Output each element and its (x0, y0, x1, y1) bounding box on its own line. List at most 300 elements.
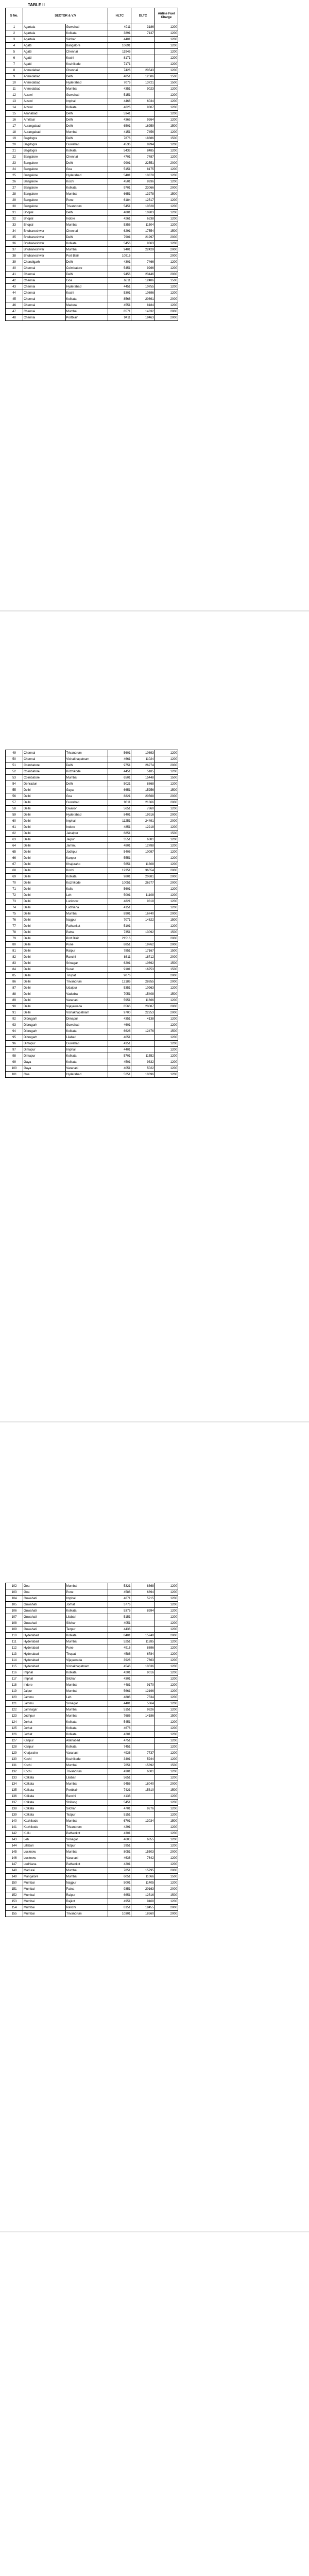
table-row (6, 148, 178, 154)
cell-hltc: 4051 (108, 1035, 131, 1041)
cell-fuel-charge: 2000 (154, 954, 178, 960)
cell-dltc (131, 1725, 154, 1732)
cell-fuel-charge: 2000 (154, 762, 178, 769)
cell-s-no: 120 (6, 1694, 23, 1701)
cell-hltc: 5451 (108, 204, 131, 210)
cell-destination: Delhi (65, 259, 108, 265)
cell-destination: Kochi (65, 179, 108, 185)
cell-origin: Delhi (23, 874, 65, 880)
cell-origin: Bhubaneshwar (23, 228, 65, 234)
cell-destination: Lucknow (65, 899, 108, 905)
cell-dltc: 9626 (131, 1707, 154, 1713)
cell-destination: Mumbai (65, 86, 108, 92)
cell-s-no: 90 (6, 1004, 23, 1010)
cell-dltc: 10097 (131, 849, 154, 855)
cell-origin: Amritsar (23, 117, 65, 123)
cell-s-no: 11 (6, 86, 23, 92)
cell-hltc: 5601 (108, 750, 131, 756)
cell-hltc: 7051 (108, 991, 131, 997)
cell-origin: Delhi (23, 905, 65, 911)
cell-origin: Jodhpur (23, 1713, 65, 1719)
cell-fuel-charge: 1200 (154, 1831, 178, 1837)
cell-hltc: 4351 (108, 1016, 131, 1022)
cell-destination: Pathankot (65, 923, 108, 929)
cell-s-no: 98 (6, 1053, 23, 1059)
cell-origin: Guwahati (23, 1596, 65, 1602)
cell-hltc: 4261 (108, 216, 131, 222)
cell-origin: Chennai (23, 756, 65, 762)
table-row (6, 1004, 178, 1010)
cell-s-no: 89 (6, 997, 23, 1004)
cell-dltc: 15310 (131, 1787, 154, 1793)
cell-hltc: 4603 (108, 1837, 131, 1843)
cell-origin: Jorhat (23, 1732, 65, 1738)
cell-origin: Delhi (23, 861, 65, 868)
cell-dltc: 11308 (131, 861, 154, 868)
table-row (6, 74, 178, 80)
cell-destination: Kozhikode (65, 880, 108, 886)
cell-s-no: 76 (6, 917, 23, 923)
cell-dltc (131, 1719, 154, 1725)
cell-hltc: 9611 (108, 800, 131, 806)
cell-destination: Kolkata (65, 241, 108, 247)
table-row (6, 1022, 178, 1028)
cell-origin: Goa (23, 1072, 65, 1078)
cell-origin: Mangalore (23, 1874, 65, 1880)
cell-origin: Mumbai (23, 1886, 65, 1892)
cell-fuel-charge: 1500 (154, 787, 178, 793)
cell-destination: Tirupati (65, 1651, 108, 1657)
cell-dltc: 10878 (131, 173, 154, 179)
cell-fuel-charge: 1200 (154, 284, 178, 290)
cell-hltc: 4676 (108, 1725, 131, 1732)
cell-hltc: 4636 (108, 1855, 131, 1861)
cell-s-no: 58 (6, 806, 23, 812)
cell-hltc: 4301 (108, 1769, 131, 1775)
cell-destination: Kozhikode (65, 1756, 108, 1762)
cell-origin: Agartala (23, 37, 65, 43)
cell-s-no: 35 (6, 234, 23, 241)
cell-destination: Gaya (65, 787, 108, 793)
cell-s-no: 33 (6, 222, 23, 228)
table-row (6, 302, 178, 309)
cell-destination: Trivandrum (65, 979, 108, 985)
cell-destination: Hyderabad (65, 80, 108, 86)
cell-fuel-charge: 1200 (154, 1880, 178, 1886)
table-row (6, 1880, 178, 1886)
cell-hltc: 4301 (108, 1831, 131, 1837)
cell-dltc (131, 936, 154, 942)
cell-destination: Delhi (65, 74, 108, 80)
cell-s-no: 50 (6, 756, 23, 762)
cell-s-no: 142 (6, 1831, 23, 1837)
cell-dltc: 11285 (131, 1639, 154, 1645)
cell-s-no: 21 (6, 148, 23, 154)
cell-destination: Kolkata (65, 1725, 108, 1732)
cell-s-no: 146 (6, 1855, 23, 1861)
cell-dltc: 18560 (131, 1911, 154, 1917)
cell-s-no: 100 (6, 1065, 23, 1072)
table-row (6, 247, 178, 253)
cell-destination: Jabalpur (65, 831, 108, 837)
cell-s-no: 134 (6, 1781, 23, 1787)
document-page-3 (0, 1424, 309, 2197)
cell-fuel-charge: 1200 (154, 1682, 178, 1688)
cell-fuel-charge: 1200 (154, 117, 178, 123)
cell-fuel-charge: 1500 (154, 1892, 178, 1899)
cell-destination: Kolkata (65, 1744, 108, 1750)
table-row (6, 1911, 178, 1917)
cell-dltc: 9016 (131, 1670, 154, 1676)
cell-s-no: 91 (6, 1010, 23, 1016)
cell-dltc: 8175 (131, 166, 154, 173)
table-row (6, 1059, 178, 1065)
cell-dltc: 26277 (131, 880, 154, 886)
cell-origin: Gaya (23, 1065, 65, 1072)
cell-destination: Dimapur (65, 1016, 108, 1022)
cell-dltc: 6381 (131, 837, 154, 843)
cell-hltc: 7426 (108, 67, 131, 74)
cell-fuel-charge: 1200 (154, 61, 178, 67)
cell-fuel-charge: 2000 (154, 874, 178, 880)
cell-dltc: 19762 (131, 942, 154, 948)
cell-fuel-charge: 1200 (154, 1645, 178, 1651)
cell-origin: Kozhikode (23, 1824, 65, 1831)
cell-hltc: 4551 (108, 302, 131, 309)
table-row (6, 837, 178, 843)
cell-dltc: 14622 (131, 917, 154, 923)
cell-dltc: 10755 (131, 284, 154, 290)
cell-fuel-charge: 1200 (154, 1614, 178, 1620)
cell-dltc: 12517 (131, 197, 154, 204)
cell-origin: Chennai (23, 290, 65, 296)
table-row (6, 1682, 178, 1688)
cell-s-no: 137 (6, 1800, 23, 1806)
cell-destination: Delhi (65, 135, 108, 142)
cell-s-no: 18 (6, 129, 23, 135)
cell-fuel-charge: 1500 (154, 228, 178, 234)
cell-destination: Rajkot (65, 1899, 108, 1905)
cell-fuel-charge: 1200 (154, 1035, 178, 1041)
table-row (6, 750, 178, 756)
cell-origin: Mumbai (23, 1892, 65, 1899)
document-page-2 (0, 613, 309, 1386)
cell-fuel-charge: 1200 (154, 1664, 178, 1670)
table-row (6, 1016, 178, 1022)
cell-s-no: 86 (6, 979, 23, 985)
cell-origin: Chennai (23, 315, 65, 321)
cell-s-no: 97 (6, 1047, 23, 1053)
cell-fuel-charge: 2000 (154, 800, 178, 806)
cell-hltc: 3401 (108, 1756, 131, 1762)
cell-dltc: 11066 (131, 1874, 154, 1880)
cell-dltc: 12516 (131, 1892, 154, 1899)
cell-fuel-charge: 1200 (154, 1072, 178, 1078)
cell-s-no: 102 (6, 1583, 23, 1589)
cell-s-no: 149 (6, 1874, 23, 1880)
cell-s-no: 124 (6, 1719, 23, 1725)
cell-fuel-charge: 1500 (154, 123, 178, 129)
cell-fuel-charge: 1500 (154, 1762, 178, 1769)
cell-fuel-charge: 1200 (154, 1861, 178, 1868)
cell-origin: Bangalore (23, 204, 65, 210)
cell-destination: Goa (65, 793, 108, 800)
cell-origin: Delhi (23, 892, 65, 899)
cell-dltc: 7534 (131, 1694, 154, 1701)
cell-destination: Imphal (65, 818, 108, 824)
cell-dltc: 15795 (131, 1868, 154, 1874)
cell-destination: Kolkata (65, 874, 108, 880)
table-row (6, 1868, 178, 1874)
table-row (6, 1620, 178, 1626)
table-row (6, 1010, 178, 1016)
cell-origin: Kolkata (23, 1781, 65, 1787)
cell-fuel-charge: 1200 (154, 899, 178, 905)
cell-dltc: 10536 (131, 1664, 154, 1670)
cell-dltc (131, 1843, 154, 1849)
cell-hltc: 8151 (108, 1905, 131, 1911)
cell-dltc: 6855 (131, 1837, 154, 1843)
table-row (6, 1626, 178, 1633)
cell-destination: Delhi (65, 210, 108, 216)
cell-s-no: 136 (6, 1793, 23, 1800)
cell-destination: Jodhpur (65, 849, 108, 855)
cell-origin: Lucknow (23, 1849, 65, 1855)
cell-hltc: 9401 (108, 247, 131, 253)
cell-destination: Kolkata (65, 30, 108, 37)
cell-dltc: 23446 (131, 272, 154, 278)
table-row (6, 1843, 178, 1849)
cell-fuel-charge: 2000 (154, 1911, 178, 1917)
cell-dltc: 20681 (131, 874, 154, 880)
table-row (6, 1583, 178, 1589)
cell-origin: Delhi (23, 929, 65, 936)
cell-fuel-charge: 1200 (154, 222, 178, 228)
cell-s-no: 110 (6, 1633, 23, 1639)
cell-origin: Lucknow (23, 1855, 65, 1861)
cell-destination: Delhi (65, 762, 108, 769)
cell-dltc: 7663 (131, 1657, 154, 1664)
cell-destination: Trivandrum (65, 1824, 108, 1831)
table-row (6, 80, 178, 86)
cell-destination: Mumbai (65, 1874, 108, 1880)
cell-fuel-charge: 1200 (154, 1800, 178, 1806)
cell-dltc: 9307 (131, 105, 154, 111)
cell-origin: Kolkata (23, 1787, 65, 1793)
page-separator (0, 2231, 309, 2232)
cell-destination: Guwahati (65, 24, 108, 30)
cell-s-no: 30 (6, 204, 23, 210)
cell-s-no: 127 (6, 1738, 23, 1744)
table-row (6, 1701, 178, 1707)
cell-s-no: 122 (6, 1707, 23, 1713)
cell-s-no: 84 (6, 967, 23, 973)
cell-fuel-charge: 1200 (154, 49, 178, 55)
table-row (6, 24, 178, 30)
cell-s-no: 65 (6, 849, 23, 855)
table-row (6, 892, 178, 899)
cell-destination: Hyderabad (65, 812, 108, 818)
header-dltc: DLTC (131, 8, 154, 24)
cell-hltc: 4851 (108, 824, 131, 831)
cell-dltc: 17167 (131, 948, 154, 954)
cell-dltc (131, 253, 154, 259)
cell-origin: Delhi (23, 812, 65, 818)
cell-hltc: 8571 (108, 309, 131, 315)
cell-s-no: 82 (6, 954, 23, 960)
cell-s-no: 147 (6, 1861, 23, 1868)
table-row (6, 272, 178, 278)
cell-origin: Bhubaneshwar (23, 234, 65, 241)
table-row (6, 1694, 178, 1701)
cell-fuel-charge: 1200 (154, 1016, 178, 1022)
cell-dltc: 16959 (131, 123, 154, 129)
table-row (6, 1886, 178, 1892)
cell-destination: Tezpur (65, 1812, 108, 1818)
cell-s-no: 106 (6, 1608, 23, 1614)
cell-hltc: 5101 (108, 923, 131, 929)
cell-dltc: 20163 (131, 1886, 154, 1892)
cell-fuel-charge: 2000 (154, 1004, 178, 1010)
cell-fuel-charge: 1200 (154, 806, 178, 812)
cell-s-no: 83 (6, 960, 23, 967)
table-row (6, 818, 178, 824)
cell-s-no: 145 (6, 1849, 23, 1855)
cell-fuel-charge: 1500 (154, 948, 178, 954)
cell-origin: Dibrugarh (23, 1035, 65, 1041)
cell-hltc: 5321 (108, 1583, 131, 1589)
cell-origin: Agatti (23, 43, 65, 49)
cell-s-no: 152 (6, 1892, 23, 1899)
cell-origin: Delhi (23, 868, 65, 874)
table-row (6, 30, 178, 37)
cell-fuel-charge: 1200 (154, 997, 178, 1004)
cell-origin: Mumbai (23, 1880, 65, 1886)
cell-origin: Aizawl (23, 105, 65, 111)
cell-s-no: 13 (6, 98, 23, 105)
cell-fuel-charge: 1200 (154, 1589, 178, 1596)
cell-destination: Pathankot (65, 1831, 108, 1837)
page-separator (0, 1421, 309, 1422)
cell-hltc: 4586 (108, 1589, 131, 1596)
cell-hltc: 4801 (108, 843, 131, 849)
cell-fuel-charge: 1200 (154, 129, 178, 135)
cell-destination: Mumbai (65, 911, 108, 917)
cell-destination: Imphal (65, 98, 108, 105)
cell-origin: Bhopal (23, 222, 65, 228)
cell-fuel-charge: 2000 (154, 1868, 178, 1874)
cell-s-no: 16 (6, 117, 23, 123)
cell-origin: Kolkata (23, 1800, 65, 1806)
cell-fuel-charge: 1200 (154, 1812, 178, 1818)
cell-fuel-charge: 1500 (154, 991, 178, 997)
cell-dltc: 7642 (131, 1855, 154, 1861)
cell-hltc: 5651 (108, 861, 131, 868)
cell-fuel-charge: 2000 (154, 1849, 178, 1855)
cell-hltc: 8851 (108, 942, 131, 948)
cell-dltc (131, 923, 154, 929)
cell-fuel-charge: 1200 (154, 92, 178, 98)
cell-destination: Kolkata (65, 148, 108, 154)
cell-origin: Imphal (23, 1676, 65, 1682)
cell-destination: Mumbai (65, 1849, 108, 1855)
table-row (6, 241, 178, 247)
cell-s-no: 138 (6, 1806, 23, 1812)
cell-fuel-charge: 1200 (154, 105, 178, 111)
cell-s-no: 74 (6, 905, 23, 911)
cell-fuel-charge: 2000 (154, 911, 178, 917)
cell-s-no: 46 (6, 302, 23, 309)
cell-destination: Hyderabad (65, 173, 108, 179)
cell-s-no: 8 (6, 67, 23, 74)
table-row (6, 1812, 178, 1818)
cell-origin: Bhopal (23, 216, 65, 222)
cell-hltc: 4451 (108, 284, 131, 290)
table-row (6, 49, 178, 55)
cell-hltc: 4201 (108, 1861, 131, 1868)
cell-fuel-charge: 1500 (154, 775, 178, 781)
cell-destination: Guwahati (65, 142, 108, 148)
cell-hltc: 4366 (108, 117, 131, 123)
table-row (6, 1670, 178, 1676)
cell-s-no: 59 (6, 812, 23, 818)
cell-destination: Mumbai (65, 1713, 108, 1719)
cell-origin: Coimbatore (23, 769, 65, 775)
table-row (6, 1028, 178, 1035)
header-hltc: HLTC (108, 8, 131, 24)
cell-dltc (131, 1614, 154, 1620)
table-row (6, 179, 178, 185)
cell-s-no: 69 (6, 874, 23, 880)
cell-hltc: 4536 (108, 142, 131, 148)
table-row (6, 948, 178, 954)
cell-hltc: 10691 (108, 43, 131, 49)
page-separator (0, 610, 309, 612)
table-row (6, 197, 178, 204)
cell-destination: Patna (65, 1886, 108, 1892)
cell-fuel-charge: 1200 (154, 1022, 178, 1028)
cell-destination: Mumbai (65, 1639, 108, 1645)
cell-dltc: 6034 (131, 98, 154, 105)
cell-s-no: 148 (6, 1868, 23, 1874)
cell-hltc: 4626 (108, 105, 131, 111)
cell-hltc: 4201 (108, 1732, 131, 1738)
cell-origin: Chennai (23, 284, 65, 290)
table-row (6, 849, 178, 855)
cell-destination: Vijayawada (65, 1657, 108, 1664)
cell-hltc: 8051 (108, 1849, 131, 1855)
table-row (6, 1775, 178, 1781)
cell-origin: Delhi (23, 1010, 65, 1016)
cell-origin: Bangalore (23, 179, 65, 185)
table-row (6, 824, 178, 831)
cell-destination: Srinagar (65, 1837, 108, 1843)
cell-s-no: 143 (6, 1837, 23, 1843)
cell-dltc (131, 92, 154, 98)
cell-dltc: 18712 (131, 954, 154, 960)
cell-destination: Mumbai (65, 129, 108, 135)
cell-origin: Dibrugarh (23, 1016, 65, 1022)
cell-fuel-charge: 1200 (154, 1701, 178, 1707)
document-page-1 (0, 0, 309, 603)
table-row (6, 756, 178, 762)
cell-destination: Silchar (65, 37, 108, 43)
cell-dltc: 15448 (131, 775, 154, 781)
cell-fuel-charge: 2000 (154, 1886, 178, 1892)
cell-fuel-charge: 1200 (154, 1756, 178, 1762)
cell-destination: Vishakhapatnam (65, 756, 108, 762)
cell-s-no: 55 (6, 787, 23, 793)
